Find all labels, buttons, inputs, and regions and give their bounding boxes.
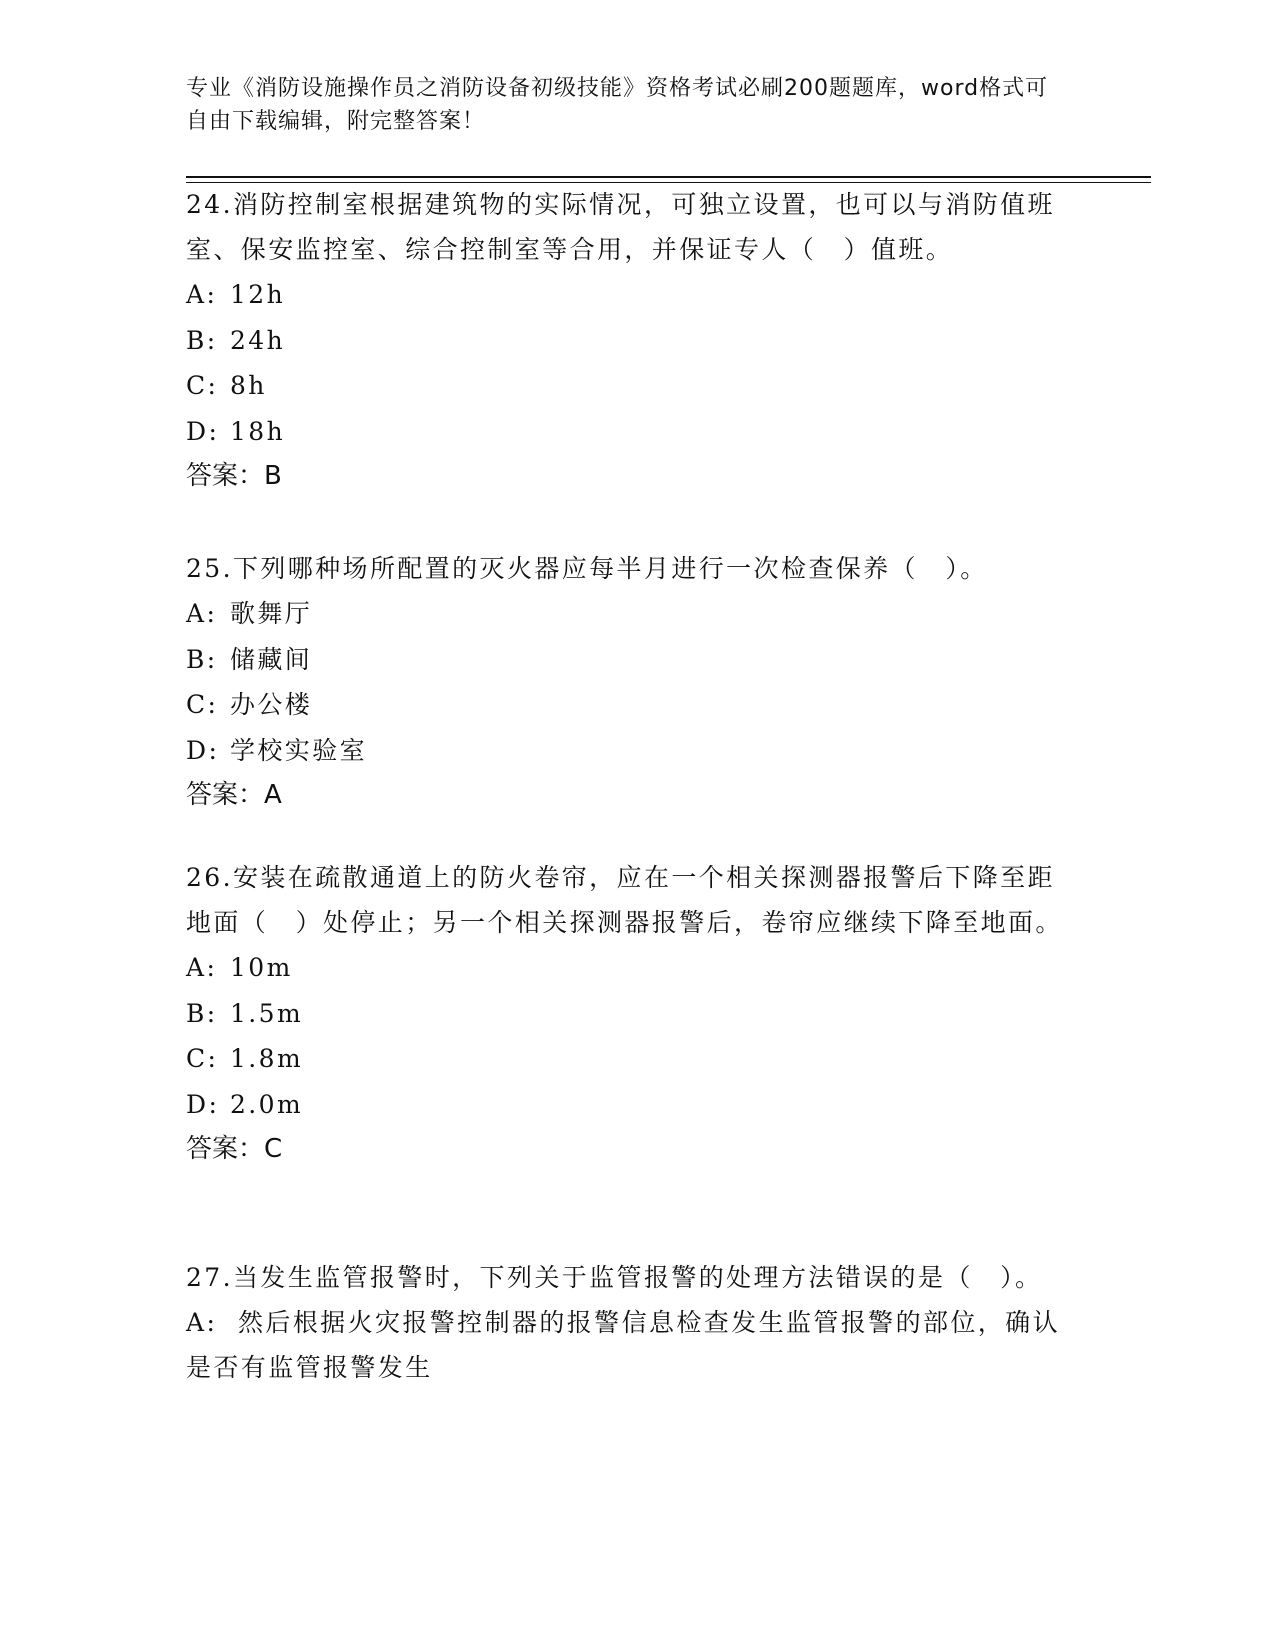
option-text: 24h xyxy=(230,325,286,355)
option-text: 然后根据火灾报警控制器的报警信息检查发生监管报警的部位，确认是否有监管报警发生 xyxy=(186,1308,1060,1382)
option-key: C: xyxy=(186,371,219,400)
header-intro-text: 专业《消防设施操作员之消防设备初级技能》资格考试必刷200题题库，word格式可自由下载编辑，附完整答案！ xyxy=(186,76,1049,134)
option-c xyxy=(186,1036,1066,1082)
answer-line: 答案：C xyxy=(186,1134,283,1164)
question-25 xyxy=(186,546,1066,817)
option-text: 1.5m xyxy=(230,998,304,1028)
question-24 xyxy=(186,182,1066,498)
option-b xyxy=(186,637,1066,683)
question-stem: 26.安装在疏散通道上的防火卷帘，应在一个相关探测器报警后下降至距地面（ ）处停止；另一个相关探测器报警后，卷帘应继续下降至地面。 xyxy=(186,863,1063,937)
option-b xyxy=(186,991,1066,1037)
option-key: A: xyxy=(186,280,218,309)
option-text: 学校实验室 xyxy=(230,735,368,765)
option-text: 18h xyxy=(230,416,286,446)
option-d xyxy=(186,728,1066,774)
option-text: 10m xyxy=(230,953,293,982)
document-header xyxy=(186,72,1066,138)
option-key: B: xyxy=(186,998,218,1028)
question-stem: 24.消防控制室根据建筑物的实际情况，可独立设置，也可以与消防值班室、保安监控室、综合控制室等合用，并保证专人（ ）值班。 xyxy=(186,190,1055,264)
answer-line: 答案：B xyxy=(186,461,282,491)
option-d xyxy=(186,409,1066,455)
option-text: 2.0m xyxy=(230,1089,304,1119)
question-26 xyxy=(186,855,1066,1171)
option-text: 歌舞厅 xyxy=(230,599,313,628)
option-key: C: xyxy=(186,690,219,719)
option-key: B: xyxy=(186,325,218,355)
option-key: C: xyxy=(186,1044,219,1073)
answer-line: 答案：A xyxy=(186,780,282,810)
option-key: D: xyxy=(186,735,220,765)
option-c xyxy=(186,363,1066,409)
option-a xyxy=(186,1300,1066,1390)
question-stem: 27.当发生监管报警时，下列关于监管报警的处理方法错误的是（ ）。 xyxy=(186,1263,1043,1292)
option-a xyxy=(186,272,1066,318)
option-c xyxy=(186,682,1066,728)
question-27 xyxy=(186,1255,1066,1390)
option-text: 12h xyxy=(230,280,286,309)
option-key: A: xyxy=(186,1308,218,1337)
option-a xyxy=(186,591,1066,637)
option-a xyxy=(186,945,1066,991)
option-key: A: xyxy=(186,599,218,628)
option-key: B: xyxy=(186,644,218,674)
question-stem: 25.下列哪种场所配置的灭火器应每半月进行一次检查保养（ ）。 xyxy=(186,554,988,583)
option-key: D: xyxy=(186,416,220,446)
option-d xyxy=(186,1082,1066,1128)
option-text: 1.8m xyxy=(230,1044,304,1073)
option-b xyxy=(186,318,1066,364)
option-key: D: xyxy=(186,1089,220,1119)
option-key: A: xyxy=(186,953,218,982)
header-divider-thick xyxy=(186,176,1151,178)
option-text: 办公楼 xyxy=(230,690,313,719)
option-text: 储藏间 xyxy=(230,644,313,674)
option-text: 8h xyxy=(230,371,267,400)
